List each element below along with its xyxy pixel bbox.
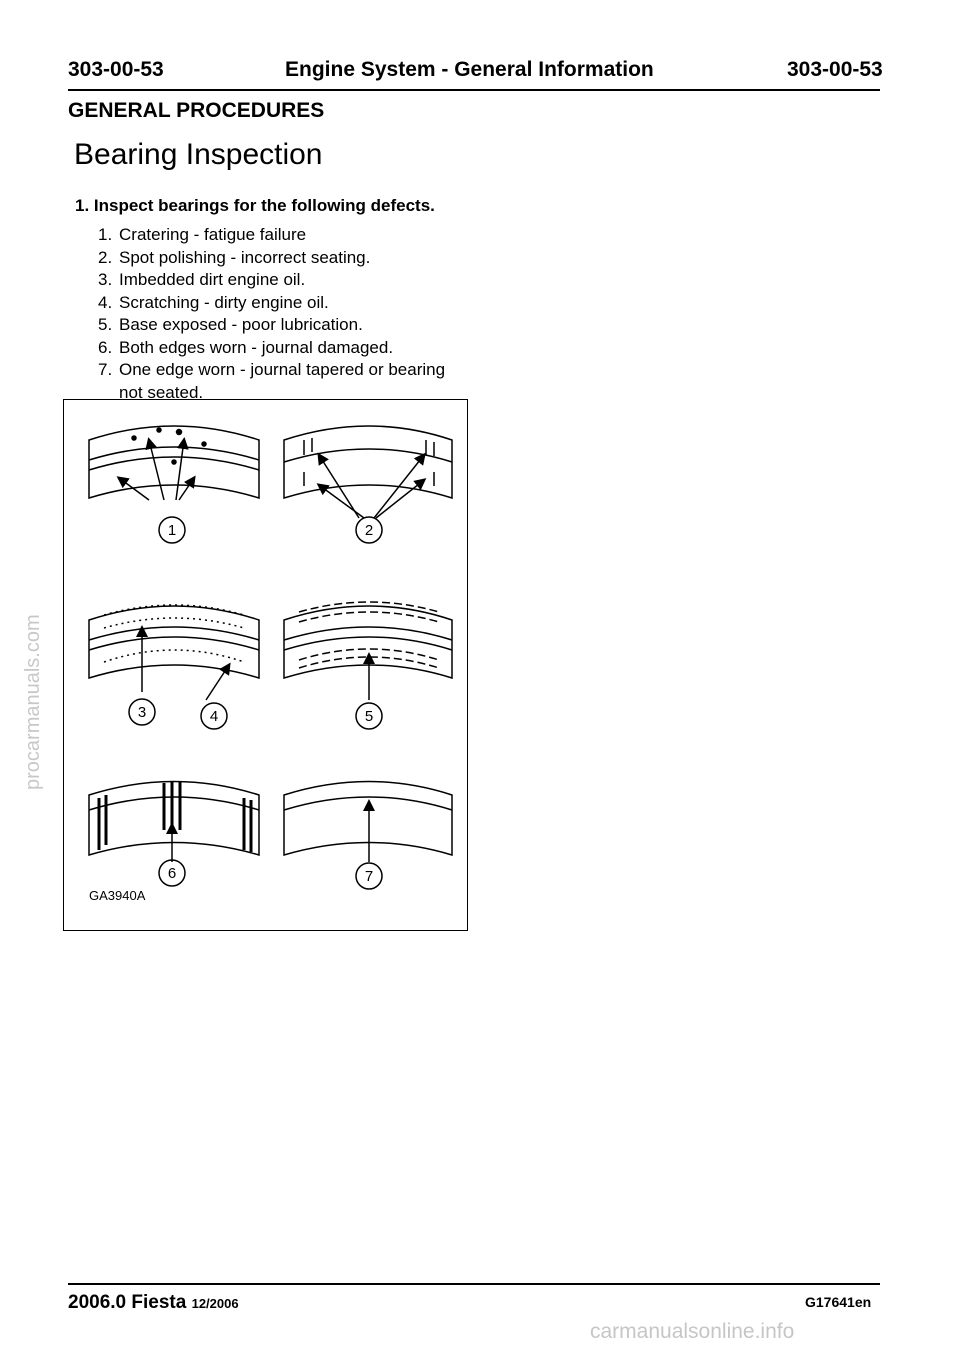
- bearing-6-icon: [89, 782, 259, 863]
- list-item: 5. Base exposed - poor lubrication.: [98, 315, 363, 334]
- list-item: 6. Both edges worn - journal damaged.: [98, 337, 394, 357]
- header-rule: [68, 89, 880, 91]
- bearing-2-icon: [284, 426, 452, 518]
- callout-4: 4: [209, 708, 219, 725]
- footer-rule: [68, 1283, 880, 1285]
- defect-list: [98, 224, 459, 404]
- bearing-5-icon: [284, 602, 452, 700]
- callout-3: 3: [137, 704, 147, 721]
- callout-2: 2: [364, 522, 374, 539]
- callout-7: 7: [364, 868, 374, 885]
- list-item: 1. Cratering - fatigue failure: [98, 225, 307, 244]
- bearing-7-icon: [284, 782, 452, 863]
- list-item: 2. Spot polishing - incorrect seating.: [98, 247, 371, 267]
- site-watermark: carmanualsonline.info: [590, 1320, 795, 1343]
- callout-5: 5: [364, 708, 374, 725]
- page-title: Bearing Inspection: [74, 138, 323, 171]
- callout-6: 6: [167, 865, 177, 882]
- figure-id: GA3940A: [89, 888, 146, 903]
- side-watermark: procarmanuals.com: [22, 614, 44, 790]
- bearing-1-icon: [89, 426, 259, 500]
- bearing-3-4-icon: [89, 605, 259, 700]
- section-heading: GENERAL PROCEDURES: [68, 99, 325, 122]
- footer-model: 2006.0 Fiesta 12/2006: [68, 1292, 239, 1313]
- list-item: 3. Imbedded dirt engine oil.: [98, 270, 306, 289]
- header-title: Engine System - General Information: [285, 58, 654, 81]
- step-heading: 1. Inspect bearings for the following defects.: [75, 196, 435, 215]
- list-item: 7. One edge worn - journal tapered or bearing not seated.: [98, 360, 446, 402]
- page-number-right: 303-00-53: [787, 58, 883, 81]
- page-number-left: 303-00-53: [68, 58, 164, 81]
- bearing-figure: [63, 399, 468, 931]
- bearing-illustration: [64, 400, 469, 932]
- footer-code: G17641en: [805, 1294, 872, 1310]
- list-item: 4. Scratching - dirty engine oil.: [98, 292, 329, 312]
- footer-date: 12/2006: [191, 1296, 239, 1311]
- callout-1: 1: [167, 522, 177, 539]
